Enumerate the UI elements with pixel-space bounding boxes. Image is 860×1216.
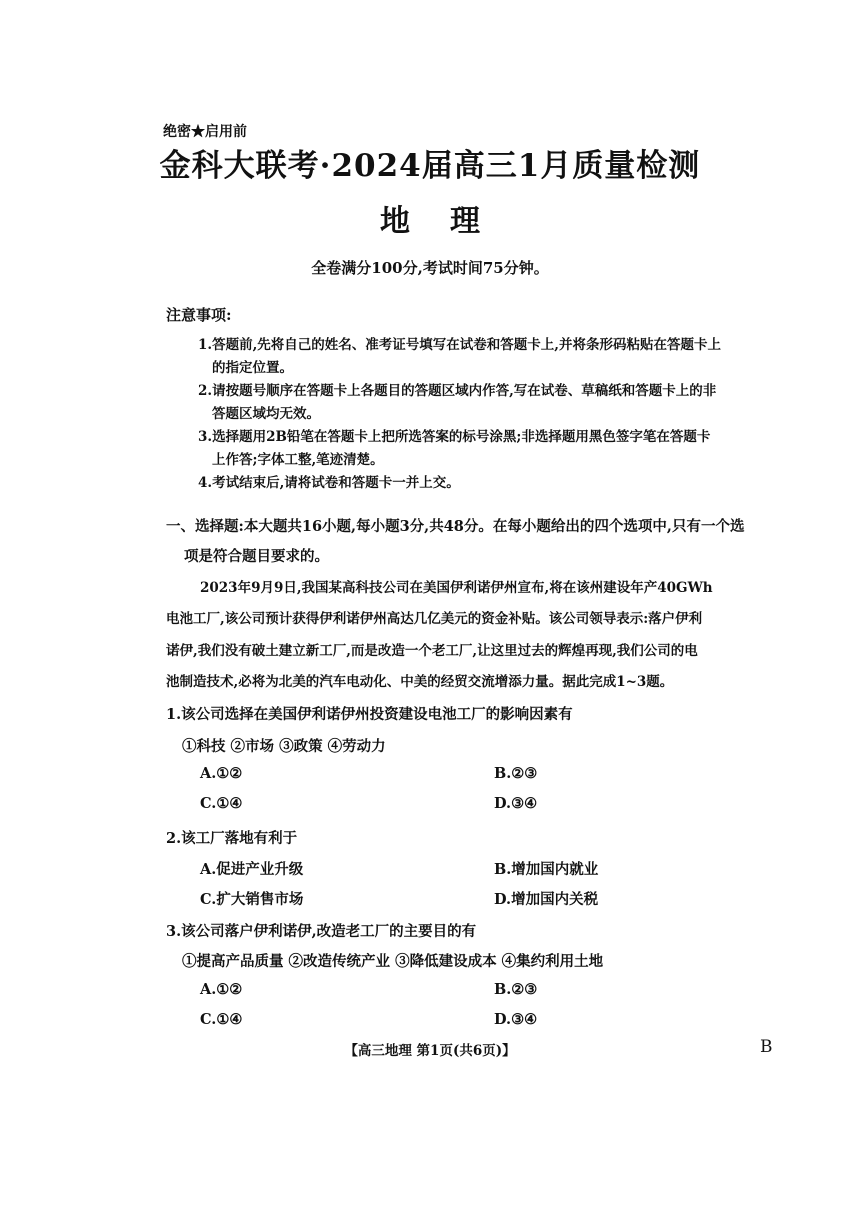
question-stem: 1.该公司选择在美国伊利诺伊州投资建设电池工厂的影响因素有: [166, 706, 573, 723]
question-items: ①科技 ②市场 ③政策 ④劳动力: [182, 738, 386, 755]
option-a: A.①②: [200, 765, 243, 782]
note-item-continuation: 答题区域均无效。: [212, 406, 320, 422]
secret-mark: 绝密★启用前: [163, 124, 247, 140]
question-stem: 3.该公司落户伊利诺伊,改造老工厂的主要目的有: [166, 923, 477, 940]
question-stem: 2.该工厂落地有利于: [166, 830, 298, 847]
option-d: D.③④: [494, 1011, 538, 1028]
note-item-continuation: 的指定位置。: [212, 360, 293, 376]
page-footer: 【高三地理 第1页(共6页)】: [344, 1043, 516, 1059]
question-items: ①提高产品质量 ②改造传统产业 ③降低建设成本 ④集约利用土地: [182, 953, 604, 970]
section-heading: 一、选择题:本大题共16小题,每小题3分,共48分。在每小题给出的四个选项中,只有一个选: [166, 518, 745, 535]
option-b: B.②③: [494, 981, 538, 998]
option-d: D.③④: [494, 795, 538, 812]
note-item: 3.选择题用2B铅笔在答题卡上把所选答案的标号涂黑;非选择题用黑色签字笔在答题卡: [198, 429, 711, 445]
passage-line: 2023年9月9日,我国某高科技公司在美国伊利诺伊州宣布,将在该州建设年产40GWh: [200, 580, 713, 596]
option-c: C.扩大销售市场: [200, 891, 304, 908]
note-item: 4.考试结束后,请将试卷和答题卡一并上交。: [198, 475, 460, 491]
note-item-continuation: 上作答;字体工整,笔迹清楚。: [212, 452, 384, 468]
option-b: B.②③: [494, 765, 538, 782]
passage-line: 池制造技术,必将为北美的汽车电动化、中美的经贸交流增添力量。据此完成1~3题。: [166, 674, 674, 690]
option-c: C.①④: [200, 795, 243, 812]
option-a: A.促进产业升级: [200, 861, 304, 878]
exam-title: 金科大联考·2024届高三1月质量检测: [159, 148, 701, 184]
passage-line: 诺伊,我们没有破土建立新工厂,而是改造一个老工厂,让这里过去的辉煌再现,我们公司的电: [166, 643, 698, 659]
note-item: 2.请按题号顺序在答题卡上各题目的答题区域内作答,写在试卷、草稿纸和答题卡上的非: [198, 383, 717, 399]
subject-title: 地理: [380, 204, 520, 239]
passage-line: 电池工厂,该公司预计获得伊利诺伊州高达几亿美元的资金补贴。该公司领导表示:落户伊利: [166, 611, 703, 627]
paper-version: B: [760, 1037, 773, 1057]
option-c: C.①④: [200, 1011, 243, 1028]
exam-info: 全卷满分100分,考试时间75分钟。: [311, 259, 549, 277]
option-b: B.增加国内就业: [494, 861, 599, 878]
note-item: 1.答题前,先将自己的姓名、准考证号填写在试卷和答题卡上,并将条形码粘贴在答题卡上: [198, 337, 721, 353]
notes-heading: 注意事项:: [166, 306, 232, 324]
section-heading-continuation: 项是符合题目要求的。: [184, 548, 329, 565]
option-d: D.增加国内关税: [494, 891, 599, 908]
option-a: A.①②: [200, 981, 243, 998]
